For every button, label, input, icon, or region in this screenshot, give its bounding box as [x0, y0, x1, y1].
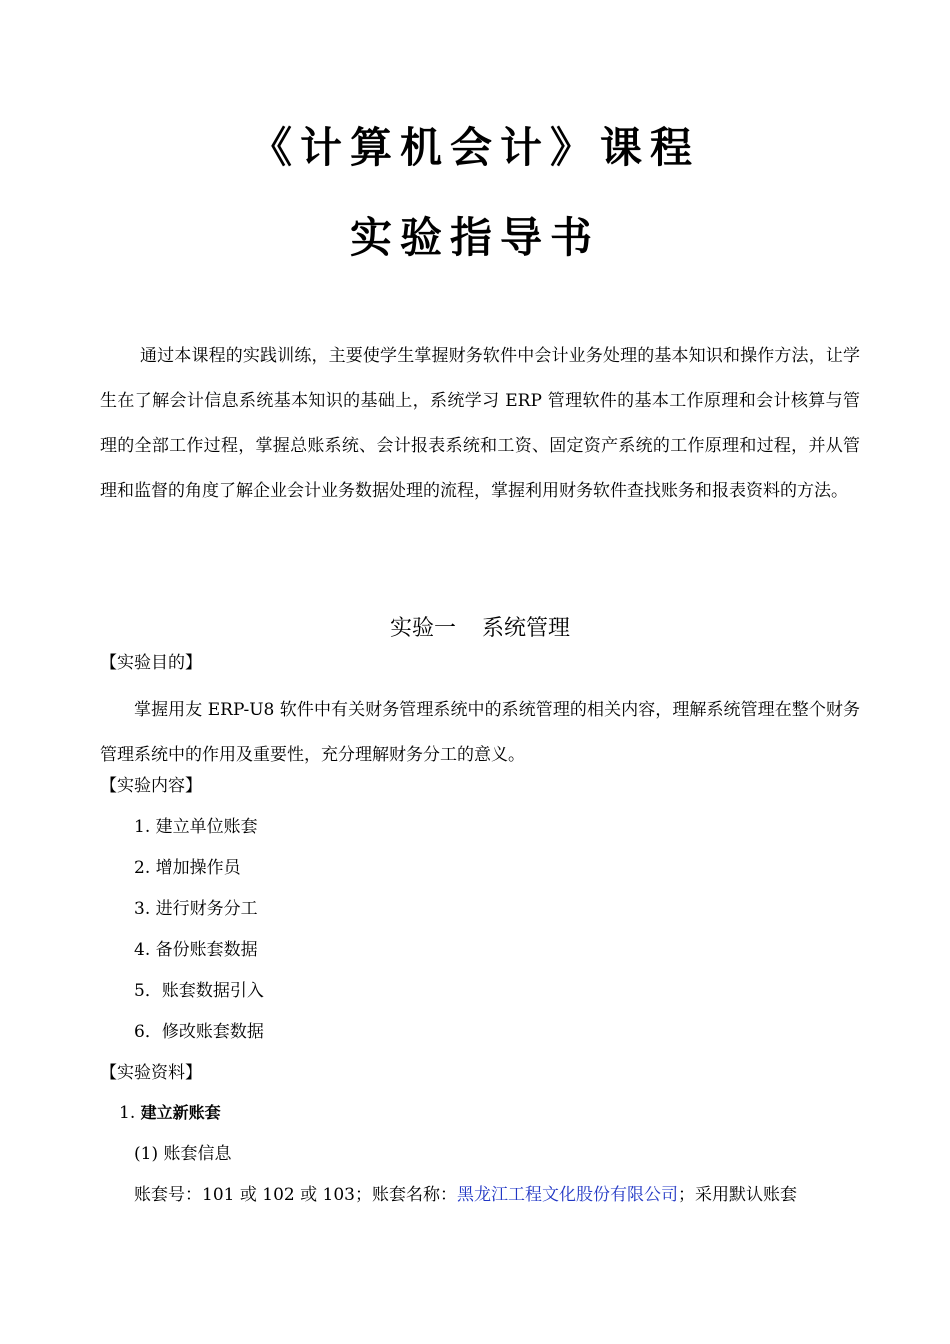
- account-info-line: [134, 1182, 797, 1208]
- materials-item1-title: 建立新账套: [140, 1103, 221, 1122]
- section-name: 系统管理: [482, 616, 571, 641]
- content-item: 5．账套数据引入: [134, 981, 264, 1001]
- materials-item1-number: 1.: [119, 1103, 136, 1123]
- document-title-line1: 《计算机会计》课程: [249, 123, 700, 172]
- purpose-heading: 【实验目的】: [100, 653, 202, 673]
- materials-heading: 【实验资料】: [100, 1063, 202, 1083]
- content-item: 2. 增加操作员: [134, 858, 241, 878]
- content-item: 4. 备份账套数据: [134, 940, 258, 960]
- account-line-prefix: 账套号：101 或 102 或 103；账套名称：: [134, 1185, 457, 1205]
- content-item: 6．修改账套数据: [134, 1022, 264, 1042]
- content-item: 3. 进行财务分工: [134, 899, 258, 919]
- content-item: 1. 建立单位账套: [134, 817, 258, 837]
- materials-item1: [119, 1100, 221, 1126]
- intro-paragraph: 通过本课程的实践训练，主要使学生掌握财务软件中会计业务处理的基本知识和操作方法，让学生在了解会计信息系统基本知识的基础上，系统学习 ERP 管理软件的基本工作原理和会计核算与管理的全部工作过程，掌握总账系统、会计报表系统和工资、固定资产系统的工作原理和过程，并从管理和监督的角度了解企业会计业务数据处理的流程，掌握利用财务软件查找账务和报表资料的方法。: [100, 346, 860, 501]
- account-name-text: 黑龙江工程文化股份有限公司: [456, 1185, 678, 1205]
- section-number: 实验一: [389, 616, 456, 641]
- section-heading: [0, 612, 950, 646]
- account-line-suffix: ；采用默认账套: [677, 1185, 797, 1205]
- purpose-paragraph: 掌握用友 ERP-U8 软件中有关财务管理系统中的系统管理的相关内容，理解系统管理在整个财务管理系统中的作用及重要性，充分理解财务分工的意义。: [100, 700, 860, 765]
- content-heading: 【实验内容】: [100, 776, 202, 796]
- document-title-line2: 实验指导书: [349, 213, 600, 262]
- materials-sub1: (1) 账套信息: [134, 1144, 232, 1164]
